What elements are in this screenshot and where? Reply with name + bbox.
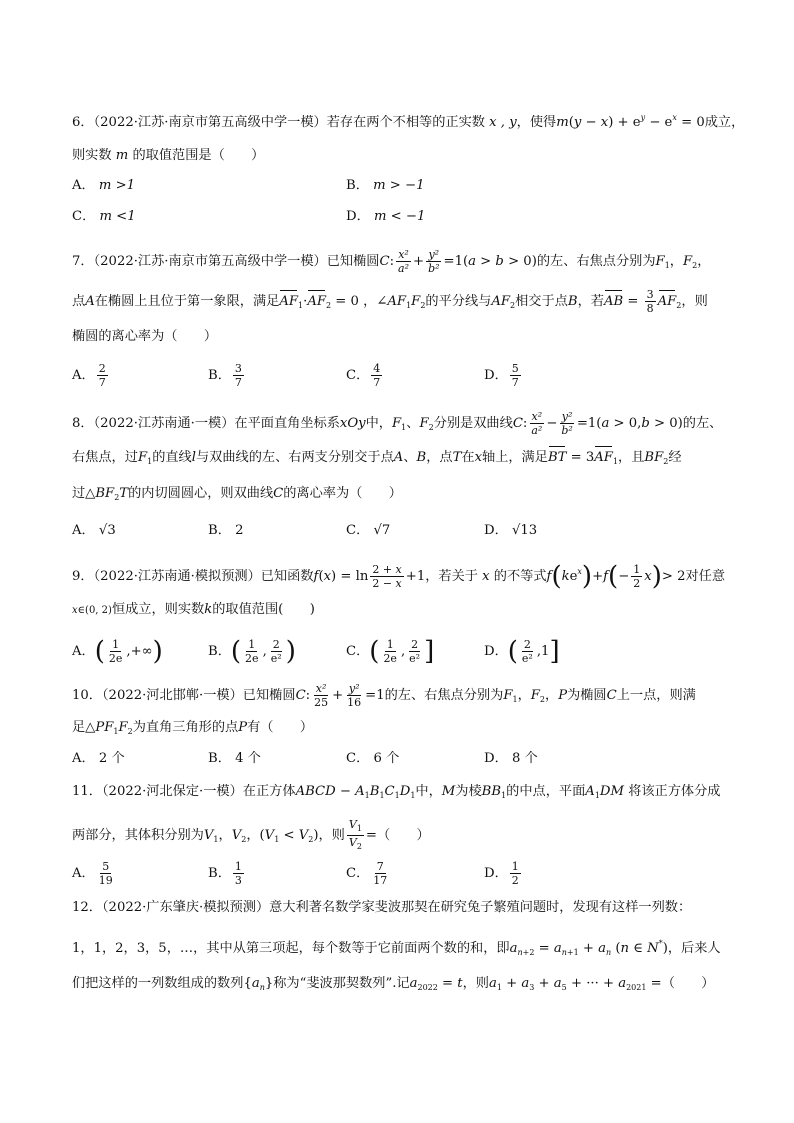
q8-option-a[interactable]: A． √3 bbox=[72, 523, 116, 538]
q10-option-a[interactable]: A． 2 个 bbox=[72, 751, 125, 766]
q9-option-d[interactable]: D．( $\frac{2}{\text{e²}}$ ,1] bbox=[484, 636, 560, 667]
q10-option-b[interactable]: B． 4 个 bbox=[208, 751, 261, 766]
q9-option-a[interactable]: A．( $\frac{1}{2e}$ ,+∞) bbox=[72, 636, 163, 667]
q11-option-d[interactable]: D． $\frac{1}{2}$ bbox=[484, 860, 519, 887]
q10-stem: 10．（2022·河北邯郸·一模）已知椭圆C: $\frac{\text{x²}}{25}$ + $\frac{\text{y²}}{16}$ =1的左、右焦点分别为$F_1$，$F_2$，P为椭圆C上一点，则满 bbox=[72, 682, 696, 709]
q8-option-b[interactable]: B． 2 bbox=[208, 523, 244, 538]
q9-line2: x∈(0, 2)恒成立，则实数k的取值范围( ) bbox=[72, 602, 315, 617]
q11-option-a[interactable]: A． $\frac{5}{19}$ bbox=[72, 860, 113, 887]
q7-line3: 椭圆的离心率为（ ） bbox=[72, 329, 218, 344]
q8-stem: 8．（2022·江苏南通·一模）在平面直角坐标系xOy中，$F_1$、$F_2$分别是双曲线C: $\frac{\text{x²}}{\text{a²}}$ − $\frac{\text{y²}}{\text{b²}}$ =1(a > 0,b > 0)的左、 bbox=[72, 410, 723, 437]
q6-stem: 6．（2022·江苏·南京市第五高级中学一模）若存在两个不相等的正实数 x , y，使得$m(y - x) + e^y - e^x = 0$成立， bbox=[72, 113, 745, 130]
q7-line2: 点A在椭圆上且位于第一象限，满足$AF_1\cdot AF_2 = 0$ ，$\angle AF_1F_2$的平分线与$AF_2$相交于点B，若AB = $\frac{3}{8}$ $AF_2$，则 bbox=[72, 288, 708, 315]
q9-option-c[interactable]: C．( $\frac{1}{2e}$ , $\frac{2}{\text{e²}}$ ] bbox=[346, 636, 435, 667]
q9-option-b[interactable]: B．( $\frac{1}{2e}$ , $\frac{2}{\text{e²}}$ ) bbox=[208, 636, 296, 667]
q8-option-c[interactable]: C． √7 bbox=[346, 523, 391, 538]
q8-line3: 过$\triangle BF_2T$的内切圆圆心，则双曲线C的离心率为（ ） bbox=[72, 486, 402, 502]
q11-option-c[interactable]: C． $\frac{7}{17}$ bbox=[346, 860, 388, 887]
q11-option-b[interactable]: B． $\frac{1}{3}$ bbox=[208, 860, 242, 887]
q9-stem: 9．（2022·江苏南通·模拟预测）已知函数f(x) = ln $\frac{2 + x}{2 - x}$ +1，若关于 x 的不等式$f(ke^x)+f(-$ $\frac{1}{2}$ x)> 2对任意 bbox=[72, 561, 726, 592]
q6-option-d[interactable]: D． m < −1 bbox=[346, 209, 426, 224]
q7-option-a[interactable]: A． $\frac{2}{7}$ bbox=[72, 362, 106, 389]
q10-option-d[interactable]: D． 8 个 bbox=[484, 751, 538, 766]
q7-stem: 7．（2022·江苏·南京市第五高级中学一模）已知椭圆C: $\frac{\text{x²}}{\text{a²}}$ + $\frac{\text{y²}}{\text{b²}}$ =1(a > b > 0)的左、右焦点分别为$F_1$，$F_2$， bbox=[72, 248, 711, 275]
q10-option-c[interactable]: C． 6 个 bbox=[346, 751, 400, 766]
q10-line2: 足$\triangle PF_1F_2$为直角三角形的点P有（ ） bbox=[72, 720, 314, 736]
q7-option-c[interactable]: C． $\frac{4}{7}$ bbox=[346, 362, 381, 389]
q8-option-d[interactable]: D． √13 bbox=[484, 523, 538, 538]
q6-option-c[interactable]: C． m <1 bbox=[72, 209, 136, 224]
q12-line2: 1，1，2，3，5，…，其中从第三项起，每个数等于它前面两个数的和，即$a_{n+2} = a_{n+1} + a_n$ (n ∈ N*)，后来人 bbox=[72, 939, 721, 957]
q12-line3: 们把这样的一列数组成的数列$\{a_n\}$称为“斐波那契数列”.记$a_{2022} = t$，则$a_1 + a_3 + a_5$ + ··· + $a_{2021}$ =（ ） bbox=[72, 976, 715, 992]
q12-stem: 12．（2022·广东肇庆·模拟预测）意大利著名数学家斐波那契在研究兔子繁殖问题时，发现有这样一列数： bbox=[72, 900, 692, 915]
q11-line2: 两部分，其体积分别为$V_1$，$V_2$，$(V_1 < V_2)$，则 $\frac{V_1}{V_2}$ =（ ） bbox=[72, 818, 430, 851]
q7-option-d[interactable]: D． $\frac{5}{7}$ bbox=[484, 362, 519, 389]
q7-option-b[interactable]: B． $\frac{3}{7}$ bbox=[208, 362, 242, 389]
q6-option-b[interactable]: B． m > −1 bbox=[346, 178, 425, 193]
q6-line2: 则实数 m 的取值范围是（ ） bbox=[72, 148, 265, 163]
q8-line2: 右焦点，过$F_1$的直线l与双曲线的左、右两支分别交于点A、B，点T在x轴上，满足BT = $3AF_1$，且$BF_2$经 bbox=[72, 450, 682, 466]
q11-stem: 11．（2022·河北保定·一模）在正方体ABCD − $A_1B_1C_1D_1$中，M为棱$BB_1$的中点，平面$A_1DM$ 将该正方体分成 bbox=[72, 784, 721, 800]
q6-option-a[interactable]: A． m >1 bbox=[72, 178, 136, 193]
